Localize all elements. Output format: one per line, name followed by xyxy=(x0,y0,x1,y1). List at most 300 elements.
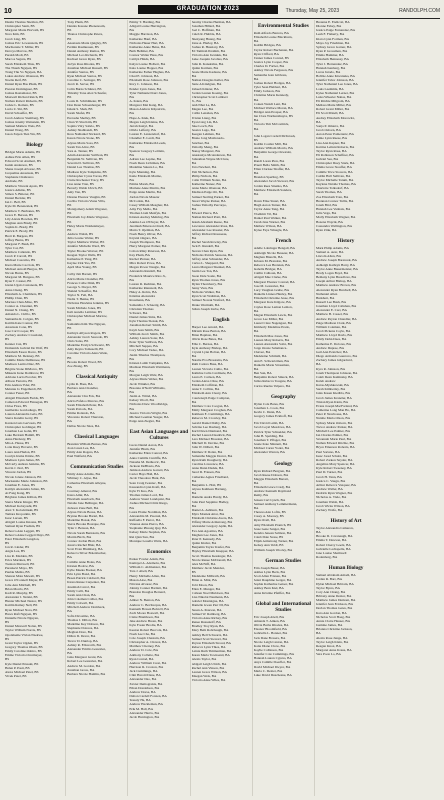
graduate-name: Dionne Eleanor Vaughn, BS xyxy=(67,194,106,199)
graduate-name: Tara J. Abeli, BA xyxy=(129,569,153,574)
graduate-name: Jacob Winkler, BA xyxy=(129,381,156,386)
graduate-name: Jacob Wicks Wilson, BA xyxy=(315,503,350,508)
graduate-name: BA xyxy=(67,609,72,614)
graduate-name: Daniel Beckler, BS xyxy=(5,196,32,201)
graduate-name: Elizabeth Coffman, BA xyxy=(191,383,224,388)
graduate-name: Samuel Scott Stewart, BA xyxy=(191,636,228,641)
graduate-name: Ross Nathaniel Stickard, BS xyxy=(67,132,106,137)
graduate-name: Joshua Timothy Percarpo, xyxy=(191,202,227,207)
graduate-name: Dylan Michael Brittain, BA xyxy=(315,581,354,586)
graduate-name: Rachel Lauren Deadrick, BA xyxy=(191,433,232,437)
graduate-name: Alexander Harris, BA xyxy=(129,710,160,715)
graduate-name: Chloe Fiore, BS xyxy=(5,403,27,408)
graduate-name: Benjamin Taylor Kiefer, BA xyxy=(191,545,231,550)
graduate-name: BA xyxy=(191,354,197,359)
graduate-name: Luke Joaquin Jacobus, BA xyxy=(191,57,228,62)
graduate-name: Kiara Amir, BA xyxy=(67,493,89,498)
graduate-name: Eyan Ling Lin, BA xyxy=(191,119,218,124)
graduate-name: Eli Robinson Schaffner, BA xyxy=(315,153,354,157)
graduate-name: Andrew Waller, BA xyxy=(315,487,343,492)
graduate-name: Kaitlin Kate Connor, BS xyxy=(5,320,39,325)
graduate-name: Anya Camille Doerfler, BA xyxy=(253,660,292,665)
graduate-name: Emily Margaret Croghan, BA xyxy=(191,408,232,413)
graduate-name: Jacob Osborn, BA xyxy=(315,128,341,133)
graduate-name: Taylor William Norris, BS xyxy=(5,628,41,633)
graduate-name: Joshua Michael Ortiz Riego, xyxy=(129,501,169,506)
graduate-name: Charlotte Tolksdorf, BA xyxy=(315,186,349,191)
graduate-name: BA xyxy=(191,399,197,404)
graduate-name: Kylie Meeka Booker, BA xyxy=(67,567,102,572)
graduate-name: Lara Michael Brosalaz, BA xyxy=(191,437,229,442)
graduate-name: Taylor Michelle Tatum, BA xyxy=(315,177,354,182)
graduate-name: BA xyxy=(253,171,259,176)
graduate-name: Adam Alexander Sullivan, BS xyxy=(67,153,109,157)
graduate-name: Meghan Dore, BA xyxy=(67,630,93,635)
graduate-name: Laurel Clare Nagengast, BA xyxy=(253,321,293,326)
graduate-name: Nora Kim, BS xyxy=(5,32,25,37)
graduate-name: Kathleen E. Cummings, BA xyxy=(191,412,230,417)
graduate-name: Michael Wallace Moran, BA xyxy=(253,105,293,110)
graduate-name: Courtney Amaral, BA xyxy=(67,488,98,493)
graduate-name: Mason Andrew Kilpatrick, xyxy=(129,107,166,112)
section-heading: Communication Studies xyxy=(70,464,124,471)
graduate-name: Ashley Bell Schwartz, BA xyxy=(191,632,228,637)
graduate-name: Fermin Rasmussen, BS xyxy=(67,44,99,49)
graduate-name: Jennifer Cole Cummings, BA xyxy=(253,652,295,657)
graduate-name: Timothy Meng, BA xyxy=(191,144,219,149)
graduate-name: John Paul Sapphire Hadley, xyxy=(191,499,230,504)
graduate-name: Christopher A. Chavez, BA xyxy=(129,640,167,645)
graduate-name: BS xyxy=(67,94,72,99)
graduate-name: Jonathan Lee Gohn, BS xyxy=(5,428,38,433)
graduate-name: Connor Jordan Blair, BA xyxy=(67,538,102,543)
graduate-name: Stuart Wayne Parker, BA xyxy=(191,198,226,203)
graduate-name: BA xyxy=(129,28,135,33)
graduate-name: Ann E. Schwartzman, BA xyxy=(253,358,290,363)
graduate-name: Gregory James Eckhoff, BA xyxy=(253,414,293,419)
graduate-name: Erin Joseph Bauer, BA xyxy=(253,565,285,570)
graduate-name: Kyle Robert Sweeney, BA xyxy=(315,466,352,471)
graduate-name: Connor Walter Hess, BA xyxy=(129,53,164,58)
graduate-name: Maggie Elizabeth Barrett, xyxy=(253,476,289,481)
graduate-name: Chris Salas, BS xyxy=(67,338,89,343)
graduate-name: Brooke D. Cavanaugh, BA xyxy=(315,534,353,539)
graduate-name: Drake Wermuth, BA xyxy=(191,302,220,307)
graduate-name: Sydney Marie Osborn, BA xyxy=(315,420,353,425)
graduate-name: Karen Maria Townsend, BA xyxy=(191,653,230,658)
graduate-name: Lisa Anne Tran, BS xyxy=(67,182,94,187)
graduate-name: Matthew M. Delaney, BS xyxy=(5,354,40,359)
graduate-name: BA xyxy=(67,484,72,489)
graduate-name: Collin Lenahan, BA xyxy=(191,111,219,116)
graduate-name: Laura Elaine Nordman, BA xyxy=(129,509,167,514)
graduate-name: Olivia Rose Bates, BA xyxy=(191,337,223,342)
graduate-name: BA xyxy=(129,111,135,116)
section-heading: Classical Languages xyxy=(74,433,120,440)
graduate-name: Katherine Esther Hughes, BA xyxy=(129,69,170,74)
graduate-name: BS xyxy=(67,227,72,232)
graduate-name: Nathan Edward Ritchie, BA xyxy=(315,441,355,446)
graduate-name: Andrew William Morris, BA xyxy=(253,146,293,151)
graduate-name: Emily Celli, BA xyxy=(67,588,90,593)
graduate-name: Hannah Lauren Cyprus, BA xyxy=(253,656,292,661)
graduate-name: Sabrina Lee Dasburg, BA xyxy=(191,424,227,429)
graduate-name: Isaac Larsen, BS xyxy=(5,516,28,521)
graduate-name: Jesse Gene Sanger, BA xyxy=(253,526,286,531)
graduate-name: Quinn Karman, BA xyxy=(191,65,219,70)
graduate-name: Claire Rochester Tracy, BS xyxy=(67,177,105,182)
graduate-name: Susan A. Pearson, BA xyxy=(191,607,222,612)
graduate-name: Kaia Louise Hopper, BA xyxy=(129,65,164,70)
graduate-name: Elizabeth Christine Avera, BA xyxy=(191,516,233,521)
graduate-name: Eva Ann Agostino, BA xyxy=(191,528,223,533)
graduate-name: Keegan Lehman, BA xyxy=(191,132,221,137)
graduate-name: Noah Lee Cha, BA xyxy=(129,631,156,636)
graduate-name: Nathan Douglas Keller, BA xyxy=(191,78,230,83)
graduate-name: John Coleman Collier, BA xyxy=(67,597,104,601)
graduate-name: Daniel James Sims, BA xyxy=(129,315,162,320)
graduate-name: Kamayel A. Ademolu, BA xyxy=(129,561,166,566)
graduate-name: Frances Colbe Dinh, BS xyxy=(67,280,101,285)
graduate-name: Emma Marsh, BA xyxy=(129,182,155,187)
graduate-name: Madison Lerma Diaz, BS xyxy=(5,362,40,367)
graduate-name: Samuel Ryan Fredkin, BS xyxy=(5,524,41,529)
graduate-name: Samantha Jean Gibbons, xyxy=(253,72,288,77)
graduate-name: Christopher Michael Marlow, xyxy=(67,313,108,318)
graduate-name: Andrew Joseph Barancek, BA xyxy=(315,258,357,263)
graduate-name: Dennis Kasone Phenenoam, xyxy=(67,24,106,29)
graduate-name: Jessica Adkins, BS xyxy=(5,187,31,192)
graduate-name: Rui Qian Sun, BA xyxy=(129,534,155,539)
spacer xyxy=(254,232,313,235)
graduate-name: Chad E. Johnson, BA xyxy=(129,74,159,79)
graduate-name: Sarah Elizabeth Titus, BS xyxy=(5,61,40,66)
graduate-name: Karli Dawn Diamond, BA xyxy=(191,428,228,433)
graduate-name: Margaret Mai Kang, BA xyxy=(129,103,163,108)
graduate-name: Emma Grace Stouffer, BA xyxy=(315,165,352,170)
graduate-name: Erin Lynn Bond, BA xyxy=(67,572,96,577)
graduate-name: Alexander Ryan Burchell, BA xyxy=(315,287,357,292)
graduate-name: Zane A. Hurley, BA xyxy=(191,40,219,45)
graduate-name: Caitlin Hall Sullivan, BA xyxy=(315,173,351,178)
graduate-name: Abigail Leigh Ulrich, BA xyxy=(191,661,227,666)
graduate-name: Monique Louella Watts, BA xyxy=(129,538,168,543)
graduate-name: David Michael Dwyer, BA xyxy=(253,664,291,669)
graduate-name: BA xyxy=(253,154,259,159)
graduate-name: Jackson Zane Bell, BA xyxy=(67,505,99,510)
graduate-name: Jonathan Lloyd Callahan, BA xyxy=(315,304,357,309)
graduate-name: Jarrah Kunyl, BA xyxy=(129,123,154,128)
graduate-name: Julisa Rebecca Tougate, BA xyxy=(253,379,292,384)
graduate-name: Ryan Zink, BA xyxy=(315,227,337,232)
graduate-name: Ashlee Lynn Beck, BA xyxy=(253,569,286,574)
graduate-name: Zachary Andrew Crossland, xyxy=(5,333,43,338)
graduate-name: Jack Dane Bowers, BA xyxy=(253,635,286,640)
graduate-name: Erica Martinez, BS xyxy=(5,557,32,562)
graduate-name: Rachael Grace Ryan, BS xyxy=(67,57,101,62)
graduate-name: Alexa Michael Patel, BS xyxy=(5,669,39,674)
graduate-name: Lisa Ann Kepner, BA xyxy=(315,140,346,145)
graduate-name: David Schaeffer, BS xyxy=(5,111,33,116)
graduate-name: Mitchell Lee Palmer, BA xyxy=(315,428,351,433)
graduate-name: Michael Leeman Yeager, BA xyxy=(129,414,169,419)
graduate-name: Kalyn Louise Holbert, BA xyxy=(129,61,166,66)
graduate-name: Ian Clare Warhursthuyre, BS xyxy=(253,114,293,119)
graduate-name: Louis D. Schildmeier, BS xyxy=(67,98,102,103)
graduate-columns xyxy=(4,20,440,796)
graduate-name: BA xyxy=(191,478,197,483)
graduate-name: Sarah Michele Jones, BS xyxy=(67,305,102,310)
graduate-name: Rory C. Johnson, BA xyxy=(129,82,159,87)
graduate-name: McCarly Aubren Jenkins, BS xyxy=(5,462,45,467)
graduate-name: Joel C. Hoffman, BA xyxy=(191,28,221,33)
graduate-name: Andrew Kenneth Raymond xyxy=(253,489,292,494)
graduate-name: Jessie Kate Shinnett, BA xyxy=(253,442,288,447)
graduate-name: Andrew William Crest, BA xyxy=(129,660,167,665)
graduate-name: Ian Charles Palmer, BA xyxy=(315,433,349,437)
graduate-name: Natasha M. Dedkovic, BA xyxy=(129,459,166,464)
graduate-name: Sofia Dicosimo, BA xyxy=(67,613,95,618)
graduate-name: BA xyxy=(129,369,135,374)
graduate-name: Harrison R. Croston, BA xyxy=(129,664,164,669)
graduate-name: BA xyxy=(253,505,259,510)
graduate-name: Lauren Grace Wilson, BA xyxy=(191,669,227,674)
graduate-name: Dylan Cole Bates, BA xyxy=(253,401,285,406)
graduate-name: Justin Lee Ton, BA xyxy=(191,269,218,274)
graduate-name: Tony Pham, BS xyxy=(67,20,89,24)
graduate-name: Connor A. Chestnut, BS xyxy=(5,304,38,309)
graduate-name: Casey A. Mooney, BS xyxy=(253,514,284,519)
graduate-name: Gabriel Sea, BA xyxy=(315,157,339,162)
graduate-name: Emily Caroline Oshiro, BS xyxy=(5,649,42,654)
graduate-name: Tyler Nathaniel Lee Jones, BA xyxy=(315,82,358,87)
graduate-name: Rebecca Ann Leggett, BS xyxy=(5,528,41,533)
graduate-name: Domenick Gabriel De Wolf, BS xyxy=(5,345,49,350)
graduate-name: Taylor Alexandra Cameron, xyxy=(315,525,354,530)
graduate-name: Noelia Reif, BS xyxy=(5,78,27,83)
graduate-name: Camille Marie DeMersee, BS xyxy=(5,358,46,363)
graduate-name: Jared D. Friesen, BA xyxy=(191,470,221,475)
graduate-name: Brittany Anne Dexter, BA xyxy=(315,594,352,598)
graduate-name: Dedrick Ryan Wagner, BA xyxy=(315,491,353,496)
graduate-name: Mary Beth Rohrbaugh, BA xyxy=(191,628,229,633)
graduate-name: Bridget Ann Prosper, BA xyxy=(253,109,288,114)
spacer xyxy=(67,428,126,431)
graduate-name: Andrew Walsh, BS xyxy=(67,231,94,236)
graduate-name: Lydia R. Baas, BA xyxy=(67,381,93,386)
graduate-name: BS xyxy=(67,318,72,323)
graduate-name: Brianna Christine Jackson, xyxy=(315,627,353,632)
graduate-name: Mia A. Hesse, BS xyxy=(5,441,30,446)
graduate-name: Alicia Fafeloo Marcus, BA xyxy=(67,398,105,403)
graduate-name: Allison Ferreira, BS xyxy=(5,378,33,383)
graduate-name: Ryan Ovell, BA xyxy=(253,518,276,523)
graduate-name: Randi Loren Pion, BA xyxy=(253,158,285,163)
graduate-name: Rachel Sarah Rowley, BA xyxy=(191,240,228,245)
graduate-name: Joshua R. Hussiary, BA xyxy=(191,44,224,49)
graduate-name: Tarah Jane Warner, BA xyxy=(253,219,286,224)
graduate-name: Tim Nichelson, BA xyxy=(191,169,219,174)
graduate-name: Rachel Plotner, BA xyxy=(129,256,156,261)
graduate-name: Stephanie Chahrazos xyxy=(5,175,34,180)
graduate-name: Sophia Vitry Sabrio, BS xyxy=(67,123,100,128)
graduate-name: Alexander Jacob Saucedo, BS xyxy=(67,334,109,339)
graduate-name: The Thanh Nguyen, BS xyxy=(5,65,38,70)
graduate-name: BS xyxy=(67,219,72,224)
graduate-name: Ellie C. Bernas, BA xyxy=(191,341,219,346)
graduate-name: Katherine Rienstedt, BA xyxy=(129,286,163,290)
graduate-name: Brandon Douglas Bernard, xyxy=(129,590,166,595)
graduate-name: Scott Evan Blumberg, BA xyxy=(67,547,103,552)
graduate-name: Rebecca Anne Leggett Duys, BS xyxy=(5,532,50,537)
graduate-name: Alexander Dao, BA xyxy=(129,677,157,682)
graduate-name: Eli Scott Mizell, BA xyxy=(315,111,344,116)
graduate-name: Katherine Hauf, BA xyxy=(129,36,157,41)
graduate-name: Zoe Elizabeth Tran, BA xyxy=(315,194,349,199)
graduate-name: Meghan Ann Brady, BS xyxy=(5,221,38,226)
graduate-name: Maxwell Richard Reich, BS xyxy=(5,94,44,99)
graduate-name: Vivek Patel, BS xyxy=(5,674,27,679)
graduate-name: Elizabeth Auerbach, BA xyxy=(67,497,101,502)
graduate-name: Tristan Liang, BA xyxy=(191,115,217,120)
graduate-name: Jessica Lugo, BA xyxy=(191,128,216,133)
section-heading: Economics xyxy=(147,548,171,555)
graduate-name: Adrien Lee Lepine, BA xyxy=(129,157,162,162)
spacer xyxy=(254,388,313,391)
column-4 xyxy=(191,20,253,796)
graduate-name: Ryan Ruth Dougherty, BA xyxy=(191,457,228,462)
graduate-name: Gail Ann Ezatchev, BA xyxy=(315,349,348,354)
graduate-name: Jacob Andrew Stemberg, BS xyxy=(5,115,44,120)
graduate-name: Samantha Kim The Nguyen, xyxy=(67,322,106,327)
graduate-name: Erik M. Hall, BA xyxy=(129,706,154,711)
graduate-name: BA xyxy=(67,651,72,656)
graduate-name: Zachary Wolfe, BA xyxy=(315,507,343,512)
graduate-name: William C. Aldmeister, BA xyxy=(129,565,167,570)
graduate-name: Natalie Eva Brostoma, BA xyxy=(191,358,228,363)
graduate-name: Cory Ann Chang, BA xyxy=(315,589,346,594)
graduate-name: Trang Thu Vo Nguyen, BA xyxy=(5,69,42,74)
graduate-name: Jocelyn Iruma Ibinbe, BS xyxy=(5,453,40,458)
graduate-name: Jacob Theodore Hunt, BA xyxy=(129,476,165,481)
section-banner: GRADUATION 2023 xyxy=(138,5,278,14)
graduate-name: Katie Diane Chow, BA xyxy=(253,643,286,648)
graduate-name: Shakiel Schaeffer, BA xyxy=(67,289,98,293)
graduate-name: Crystal Lynn Bolton, BA xyxy=(191,349,226,354)
graduate-name: Breanna E. Endicott, BA xyxy=(315,20,350,24)
graduate-name: Jonathan E. Jones, BS xyxy=(5,482,36,487)
graduate-name: Elizabeth Christine Jesse, BA xyxy=(253,296,295,301)
graduate-name: Amber N. Benton, BA xyxy=(129,598,160,603)
graduate-name: Stephanie Phuong Quy, BA xyxy=(129,526,167,531)
graduate-name: Brian Baptiste, BA xyxy=(191,333,218,338)
graduate-name: Mackenzie Marie Johnston, BS xyxy=(5,478,48,483)
graduate-name: Kendra Jenean Salmon, BA xyxy=(253,530,292,535)
graduate-name: Angie Lee, BS xyxy=(5,549,26,554)
graduate-name: Vanessa Anne Pierro, BA xyxy=(129,522,164,527)
graduate-name: Mira Robert Powe, BA xyxy=(129,261,161,266)
graduate-name: Jacob Thomas Kessinger, BA xyxy=(191,553,232,558)
graduate-name: Daniel A. Ashburn, BA xyxy=(191,507,224,512)
column-3 xyxy=(128,20,190,796)
graduate-name: Julia Louise Walter, BS xyxy=(67,236,100,241)
graduate-name: Alexander Lee Rossier, BA xyxy=(191,227,229,232)
graduate-name: Ian C. Bell, BS xyxy=(5,200,26,205)
graduate-name: Parakh Modi, BS xyxy=(5,53,29,58)
spacer xyxy=(316,559,376,562)
graduate-name: Katherine P. Yang, BS xyxy=(67,256,98,261)
graduate-name: Maggie Harrison, BA xyxy=(129,32,159,37)
graduate-name: Ai Fang Kang, BS xyxy=(5,491,31,496)
graduate-name: Gregory Thomas Olsen, BS xyxy=(5,644,43,649)
section-heading: Classical Antiquity xyxy=(75,373,118,380)
graduate-name: Shane Joseph Alvarez, BS xyxy=(5,167,41,171)
graduate-name: Melissa Marie Miller, BA xyxy=(315,103,352,108)
graduate-name: Jeffrey Richard Rousseau, xyxy=(191,231,228,236)
graduate-name: Ashley R. Ellsworth, BA xyxy=(67,642,102,647)
graduate-name: Parker Fowler Adam, BA xyxy=(129,556,165,561)
graduate-name: Karen Nicole Stone, BS xyxy=(67,136,100,141)
graduate-name: Steven Chan Ryan, BA xyxy=(191,248,224,253)
graduate-name: BA xyxy=(253,366,259,371)
graduate-name: Kaitlin Coulter Mill, BA xyxy=(253,142,288,147)
graduate-name: Ryan Michael Santos, BS xyxy=(67,74,102,79)
graduate-name: Xavier Demograkis, BA xyxy=(129,681,163,686)
graduate-name: BA xyxy=(129,94,135,99)
graduate-name: Benjamin L. Holt, BS xyxy=(191,482,222,487)
graduate-name: Kathrine Celia Cardinale, BA xyxy=(191,370,232,375)
graduate-name: Sanchez, BA xyxy=(191,140,210,145)
graduate-name: Jr., BA xyxy=(191,98,202,103)
graduate-name: Kelsey Wooll, BA xyxy=(129,398,155,403)
graduate-name: Alexander Gregory Aplin, BA xyxy=(191,524,233,529)
graduate-name: Jordan Alexa Cline, BA xyxy=(191,378,224,383)
graduate-name: Jeremiah Carrol, BA xyxy=(67,584,96,589)
graduate-name: Samuel Anthony Lemmermann, xyxy=(253,501,298,506)
graduate-name: Anastasia Cone, BS xyxy=(5,324,33,329)
graduate-name: Samuel W. Ramberg, BA xyxy=(191,611,226,616)
graduate-name: Phillip Chan, BS xyxy=(5,295,28,300)
graduate-name: Jacob Reese Dobson, BA xyxy=(253,472,289,477)
graduate-name: Jacob Loyal Meadows, BA xyxy=(253,425,291,430)
graduate-name: Alicia Marie Chandler, BS xyxy=(67,276,104,281)
graduate-name: Lauren Mary Roberts, BA xyxy=(253,337,290,342)
graduate-name: Joshua Jeremy Weinstein, BS xyxy=(5,119,45,124)
graduate-name: MacKenzie T. Miller, BS xyxy=(5,44,40,49)
graduate-name: Gina Margaret Grant, BA xyxy=(67,655,102,660)
graduate-name: Jenny Vien, BA xyxy=(191,286,214,290)
page-number: 10 xyxy=(4,7,12,15)
graduate-name: Ashlee Erin Allen, BS xyxy=(5,154,36,159)
graduate-name: Jeremy Charles Herman, BA xyxy=(191,20,231,24)
graduate-name: Jensen Carl Lynch, BA xyxy=(253,497,286,502)
graduate-name: Carlos Ruelas Valpero, BA xyxy=(253,383,291,388)
graduate-name: Jessica C. Vaugn, BA xyxy=(315,478,346,483)
graduate-name: Henry Michelle Allen, BA xyxy=(129,573,166,578)
graduate-name: Katie Elizabeth Marino, xyxy=(129,173,163,178)
graduate-name: Thomas James Lord, BA xyxy=(129,493,164,498)
graduate-name: Quinn Kistler, BA xyxy=(191,541,217,546)
graduate-name: Don Dean Schoenberger, BS xyxy=(67,103,107,108)
graduate-name: Danielle Gwen Parr III, BA xyxy=(191,603,230,608)
graduate-name: Jacob R. Sarver, BS xyxy=(67,82,95,87)
graduate-name: Megan Power Naugle, BA xyxy=(129,265,166,270)
graduate-name: Jamie Lynn Reese, BA xyxy=(315,136,348,141)
graduate-name: Jacob Pickens Coyle, BA xyxy=(315,329,351,334)
graduate-name: Amy Reyna Tomaselli, BS xyxy=(67,347,104,352)
graduate-name: Kyra R. Johnson, BA xyxy=(315,366,346,371)
graduate-name: Elizabeth Eason Dacre, BS xyxy=(5,349,42,354)
